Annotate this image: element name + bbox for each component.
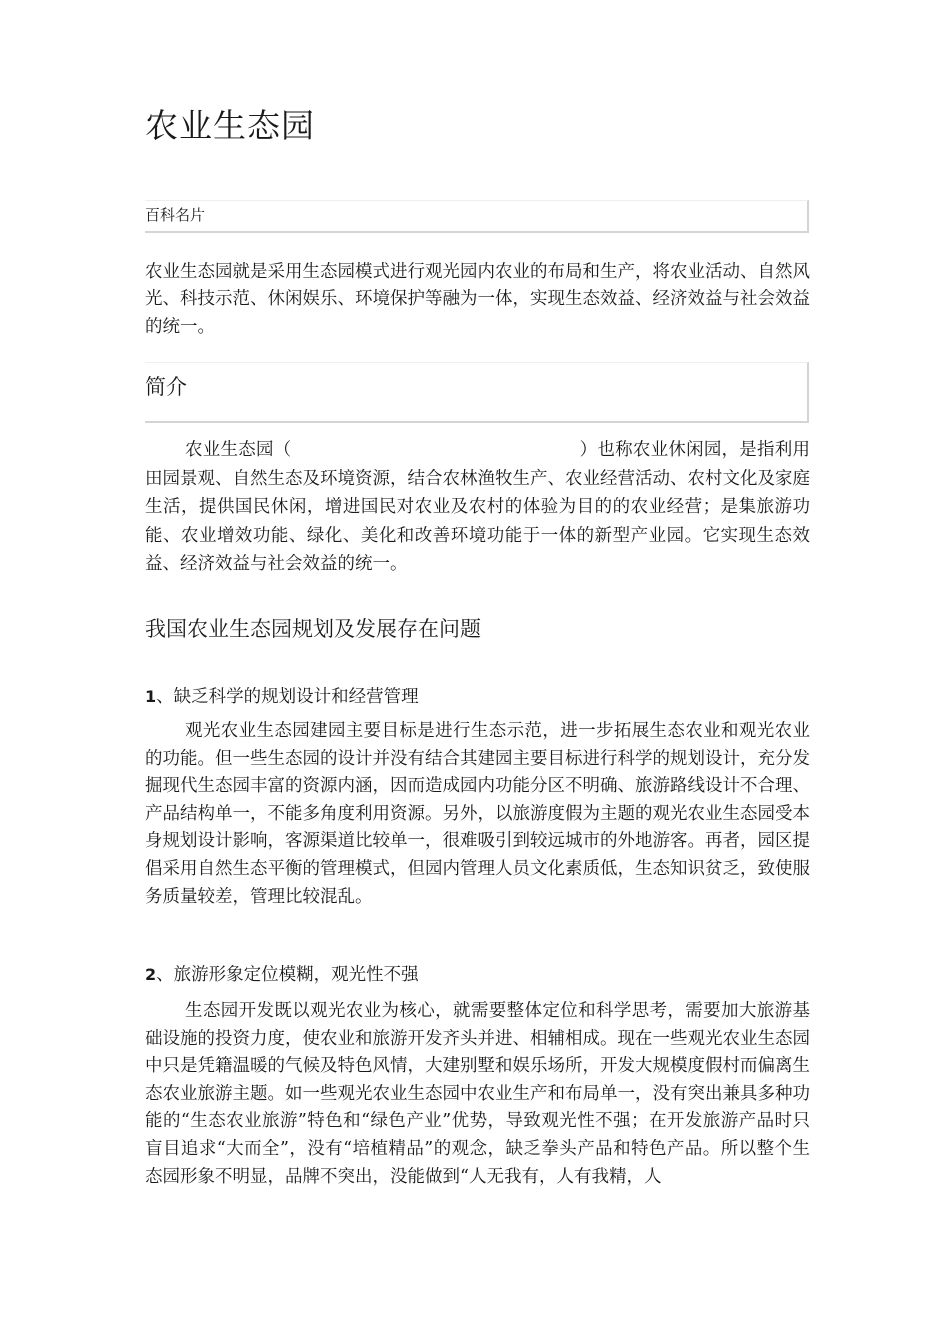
intro-paragraph [145, 436, 810, 579]
item-1-paragraph: 观光农业生态园建园主要目标是进行生态示范，进一步拓展生态农业和观光农业的功能。但一些生态园的设计并没有结合其建园主要目标进行科学的规划设计，充分发掘现代生态园丰富的资源内涵，因而造成园内功能分区不明确、旅游路线设计不合理、产品结构单一，不能多角度利用资源。另外，以旅游度假为主题的观光农业生态园受本身规划设计影响，客源渠道比较单一，很难吸引到较远城市的外地游客。再者，园区提倡采用自然生态平衡的管理模式，但园内管理人员文化素质低，生态知识贫乏，致使服务质量较差，管理比较混乱。 [145, 721, 810, 907]
subheading-2-separator: 、 [156, 965, 174, 985]
section-heading: 我国农业生态园规划及发展存在问题 [145, 617, 481, 641]
intro-section-box [145, 362, 809, 423]
subheading-1-separator: 、 [156, 687, 174, 707]
intro-lead-text: 农业生态园（ [185, 440, 292, 460]
subheading-1 [145, 684, 419, 710]
summary-paragraph: 农业生态园就是采用生态园模式进行观光园内农业的布局和生产，将农业活动、自然风光、科技示范、休闲娱乐、环境保护等融为一体，实现生态效益、经济效益与社会效益的统一。 [145, 262, 810, 337]
intro-rest-text: ）也称农业休闲园，是指利用田园景观、自然生态及环境资源，结合农林渔牧生产、农业经营活动、农村文化及家庭生活，提供国民休闲，增进国民对农业及农村的体验为目的的农业经营；是集旅游功能、农业增效功能、绿化、美化和改善环境功能于一体的新型产业园。它实现生态效益、经济效益与社会效益的统一。 [145, 440, 810, 575]
subheading-2-text: 旅游形象定位模糊，观光性不强 [173, 965, 419, 985]
intro-section-label: 简介 [145, 375, 187, 399]
subheading-1-number: 1 [145, 687, 157, 706]
subheading-1-text: 缺乏科学的规划设计和经营管理 [173, 687, 419, 707]
baike-card-box [145, 200, 809, 233]
baike-card-label: 百科名片 [145, 206, 206, 224]
page-title: 农业生态园 [145, 106, 315, 145]
subheading-2-number: 2 [145, 965, 157, 984]
item-2-paragraph: 生态园开发既以观光农业为核心，就需要整体定位和科学思考，需要加大旅游基础设施的投资力度，使农业和旅游开发齐头并进、相辅相成。现在一些观光农业生态园中只是凭籍温暖的气候及特色风情，大建别墅和娱乐场所，开发大规模度假村而偏离生态农业旅游主题。如一些观光农业生态园中农业生产和布局单一，没有突出兼具多种功能的“生态农业旅游”特色和“绿色产业”优势，导致观光性不强；在开发旅游产品时只盲目追求“大而全”，没有“培植精品”的观念，缺乏拳头产品和特色产品。所以整个生态园形象不明显，品牌不突出，没能做到“人无我有，人有我精，人 [145, 1001, 810, 1187]
subheading-2 [145, 962, 419, 988]
